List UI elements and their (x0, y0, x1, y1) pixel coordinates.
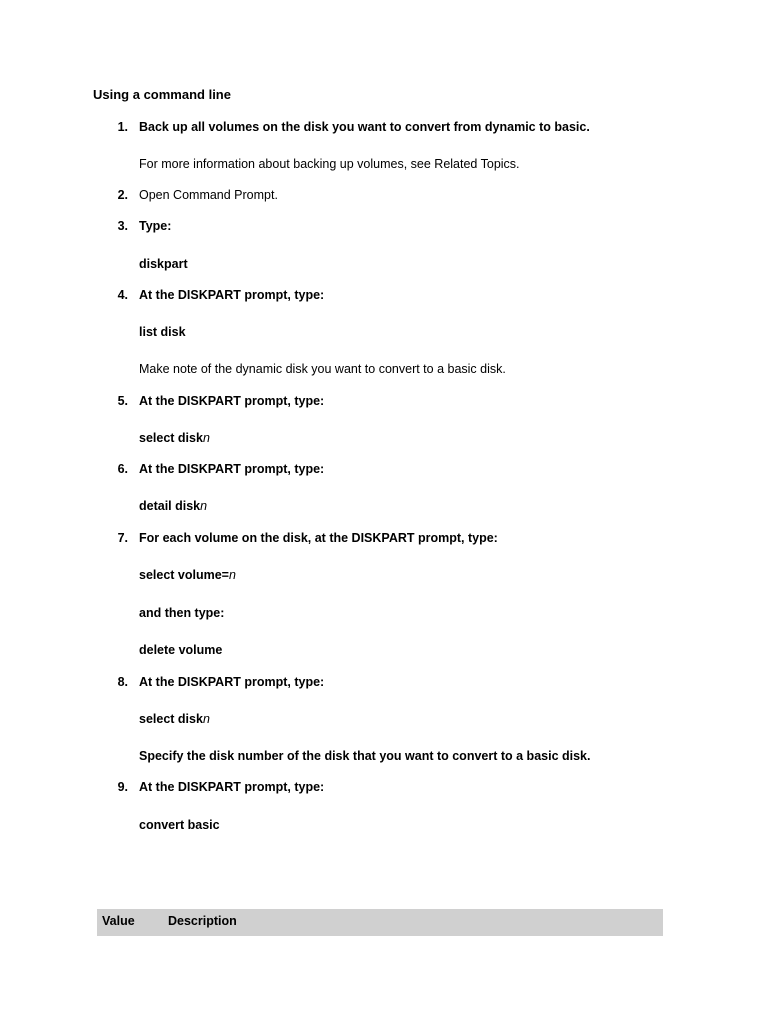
step-number: 3. (117, 219, 128, 233)
step-number: 2. (117, 188, 128, 202)
step-number: 7. (117, 531, 128, 545)
command-text: convert basic (139, 818, 220, 832)
command-text: list disk (139, 325, 186, 339)
step-text: For each volume on the disk, at the DISKPART prompt, type: (139, 531, 498, 545)
step-number: 1. (117, 120, 128, 134)
step-number: 5. (117, 394, 128, 408)
column-header-value: Value (102, 914, 135, 928)
step-number: 6. (117, 462, 128, 476)
command-text: detail diskn (139, 499, 208, 513)
step-text: Back up all volumes on the disk you want to convert from dynamic to basic. (139, 120, 590, 134)
section-heading: Using a command line (93, 87, 231, 102)
step-text: At the DISKPART prompt, type: (139, 288, 325, 302)
step-note: Make note of the dynamic disk you want to convert to a basic disk. (139, 362, 506, 376)
step-text: Open Command Prompt. (139, 188, 278, 202)
step-note: Specify the disk number of the disk that you want to convert to a basic disk. (139, 749, 591, 763)
step-note: and then type: (139, 606, 225, 620)
step-text: Type: (139, 219, 172, 233)
step-number: 9. (117, 780, 128, 794)
step-note: For more information about backing up volumes, see Related Topics. (139, 157, 520, 171)
step-number: 8. (117, 675, 128, 689)
step-text: At the DISKPART prompt, type: (139, 462, 325, 476)
command-text: select diskn (139, 431, 210, 445)
step-number: 4. (117, 288, 128, 302)
step-text: At the DISKPART prompt, type: (139, 780, 325, 794)
command-text: select diskn (139, 712, 210, 726)
command-text: diskpart (139, 257, 188, 271)
command-text: select volume=n (139, 568, 236, 582)
step-text: At the DISKPART prompt, type: (139, 675, 325, 689)
step-text: At the DISKPART prompt, type: (139, 394, 325, 408)
table-header-row (97, 909, 663, 936)
command-text: delete volume (139, 643, 223, 657)
column-header-description: Description (168, 914, 237, 928)
